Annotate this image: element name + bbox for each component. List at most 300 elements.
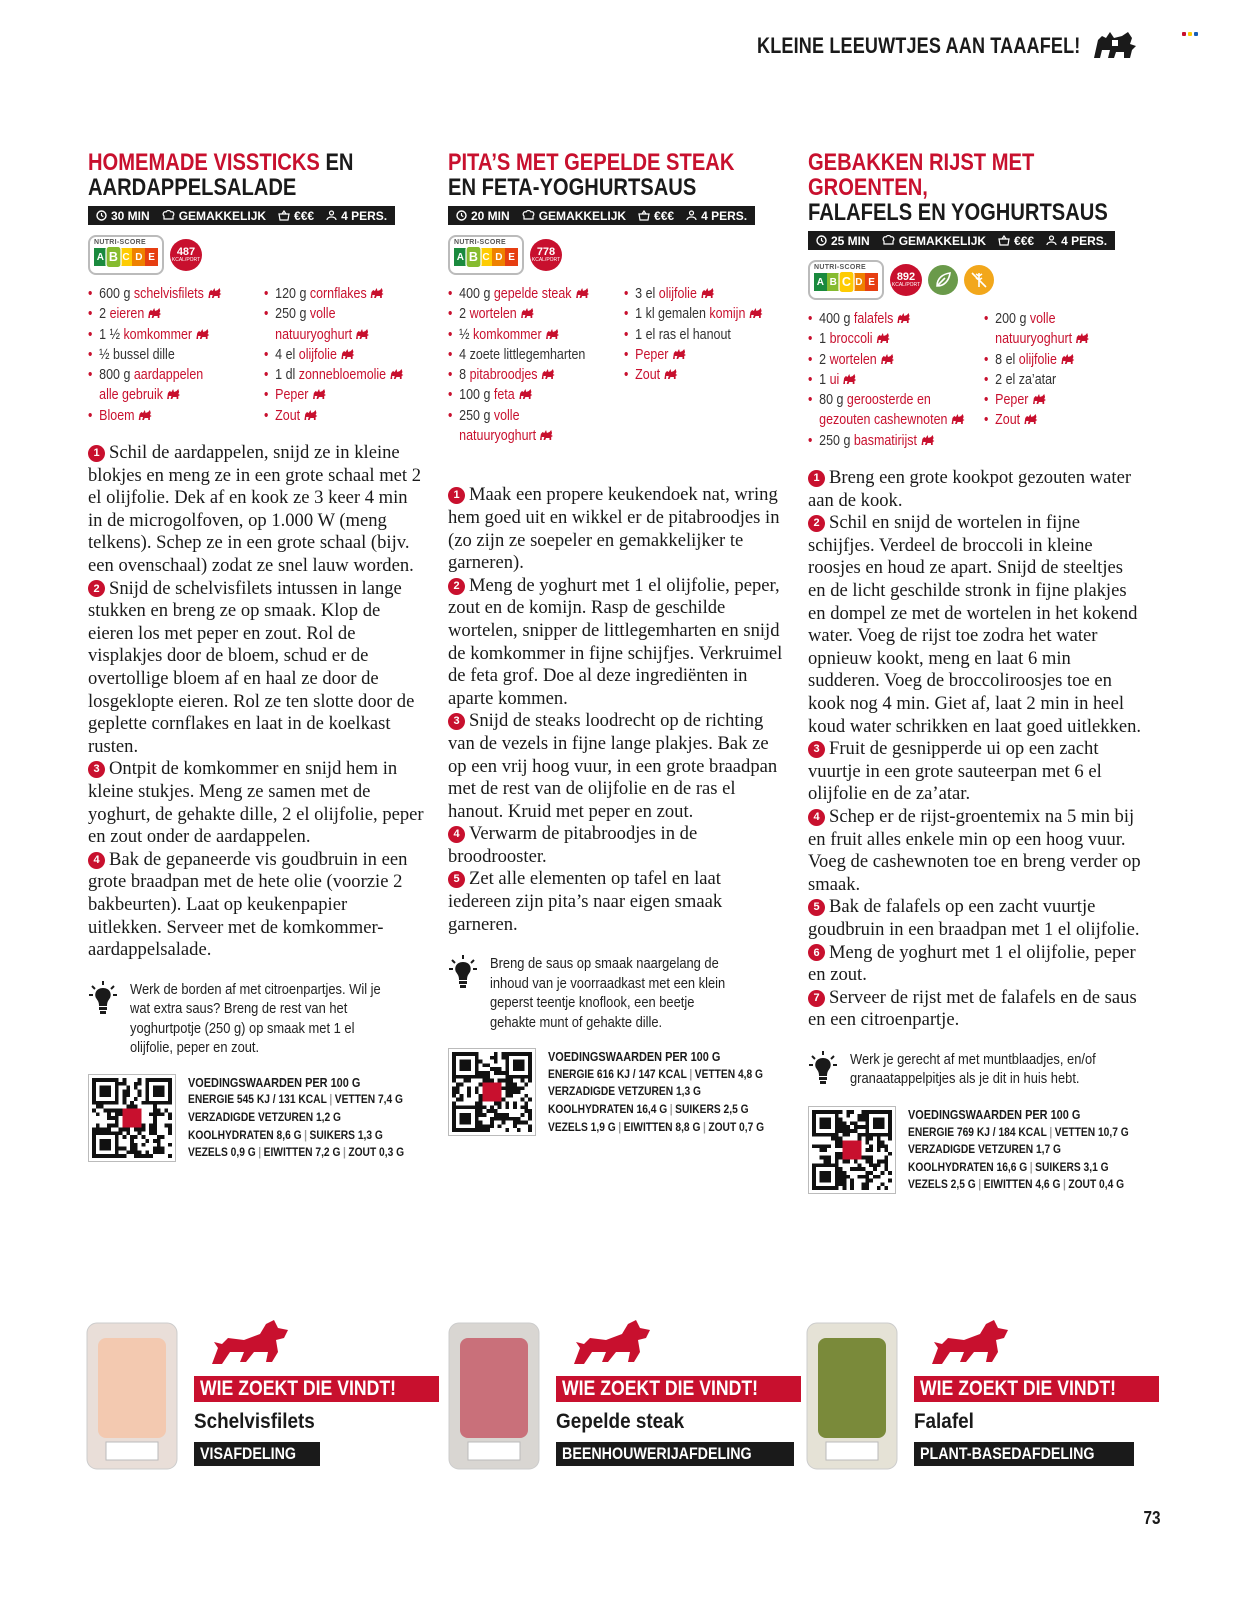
ingredient-name: volle xyxy=(1029,311,1056,327)
nutrition-title: VOEDINGSWAARDEN PER 100 G xyxy=(548,1049,721,1065)
chef-hat-icon xyxy=(162,210,175,221)
lion-icon xyxy=(672,349,687,360)
persons-icon xyxy=(686,210,697,221)
basket-icon xyxy=(638,210,650,221)
lightbulb-icon xyxy=(808,1050,838,1090)
lightbulb-icon xyxy=(88,980,118,1020)
step-text: Fruit de gesnipperde ui op een zacht vuurtje in een grote sauteerpan met 6 el olijfolie en de za’atar. xyxy=(808,738,1102,805)
ingredient-item xyxy=(88,365,260,406)
ingredient-item xyxy=(808,329,980,349)
ingredient-qty: 3 el xyxy=(635,286,656,302)
step-text: Zet alle elementen op tafel en laat iedereen zijn pita’s naar eigen smaak garneren. xyxy=(448,868,723,935)
kcal-badge xyxy=(170,239,202,271)
recipe-tip xyxy=(448,954,784,1032)
recipe-step xyxy=(88,758,424,848)
nutrition-block xyxy=(448,1048,784,1136)
recipe-scores xyxy=(88,234,424,276)
recipe-tip xyxy=(808,1050,1144,1090)
ingredient-qty: ½ xyxy=(459,326,470,343)
ingredient-item xyxy=(984,309,1156,350)
lion-icon xyxy=(1024,414,1039,425)
recipe-persons: 4 PERS. xyxy=(1061,233,1108,248)
ingredient-name: basmatirijst xyxy=(853,432,917,449)
ingredient-item xyxy=(808,370,980,390)
tip-text: Werk je gerecht af met muntblaadjes, en/of granaatappelpitjes als je dit in huis hebt. xyxy=(850,1050,1096,1088)
lion-icon xyxy=(880,354,895,365)
step-number: 1 xyxy=(88,445,105,462)
recipe-step xyxy=(808,942,1144,987)
qr-code[interactable] xyxy=(448,1048,536,1136)
promo-block xyxy=(448,1318,788,1478)
ingredient-name-line2: natuuryoghurt xyxy=(275,326,353,343)
ingredient-item xyxy=(88,304,260,324)
ingredients-list xyxy=(88,284,424,426)
recipe-cost: €€€ xyxy=(654,208,675,223)
nutrition-vezels: VEZELS 0,9 G xyxy=(188,1145,256,1160)
step-number: 4 xyxy=(808,809,825,826)
ingredient-name: komkommer xyxy=(473,326,542,343)
recipe-title-black: EN xyxy=(319,149,354,176)
ingredient-name: olijfolie xyxy=(298,346,337,363)
recipe-steps xyxy=(808,467,1144,1032)
recipe-steps xyxy=(88,442,424,962)
ingredient-qty: 4 el xyxy=(275,346,296,363)
step-text: Schep er de rijst-groentemix na 5 min bij en fruit alles enkele min op een hoog vuur. Voeg de cashewnoten toe en breng verder op smaak. xyxy=(808,805,1141,895)
promo-tagline-text: WIE ZOEKT DIE VINDT! xyxy=(920,1377,1116,1400)
recipe-subtitle: EN FETA-YOGHURTSAUS xyxy=(448,174,697,201)
ingredient-item xyxy=(448,385,620,405)
ingredients-list xyxy=(448,284,784,446)
promo-product-name: Schelvisfilets xyxy=(194,1410,315,1433)
ingredient-name: olijfolie xyxy=(1018,351,1057,368)
recipe-steps xyxy=(448,484,784,936)
kcal-badge xyxy=(530,239,562,271)
ingredient-qty: 1 dl xyxy=(275,367,296,384)
lion-icon xyxy=(920,435,935,446)
nutrition-facts: VOEDINGSWAARDEN PER 100 G ENERGIE 616 KJ / 147 KCAL | VETTEN 4,8 G VERZADIGDE VETZUREN 1,3 G KOOLHYDRATEN 16,4 G | SUIKERS 2,5 G VEZELS 1,9 G | EIWITTEN 8,8 G | ZOUT 0,7 G xyxy=(548,1049,765,1134)
recipe-persons: 4 PERS. xyxy=(341,208,388,223)
recipe-step xyxy=(88,442,424,578)
qr-code[interactable] xyxy=(808,1106,896,1194)
nutrition-zout: ZOUT 0,3 G xyxy=(348,1145,405,1160)
ingredient-qty: 8 xyxy=(459,367,467,384)
lion-icon xyxy=(1076,333,1091,344)
step-number: 3 xyxy=(88,761,105,778)
nutrition-zout: ZOUT 0,4 G xyxy=(1068,1177,1125,1192)
basket-icon xyxy=(278,210,290,221)
ingredient-qty: 2 xyxy=(459,306,467,323)
ingredient-name-line2: natuuryoghurt xyxy=(995,331,1073,348)
recipe-time: 25 MIN xyxy=(831,233,870,248)
promo-department xyxy=(556,1442,794,1466)
lion-icon xyxy=(390,369,405,380)
lion-icon xyxy=(356,329,371,340)
ingredient-name: Peper xyxy=(995,392,1029,409)
kcal-value: 892 xyxy=(896,271,916,283)
product-package-image xyxy=(806,1322,898,1470)
clock-icon xyxy=(456,210,467,221)
recipe-difficulty: GEMAKKELIJK xyxy=(178,208,267,223)
step-number: 1 xyxy=(448,487,465,504)
ingredient-name: Bloem xyxy=(99,407,135,424)
ingredient-qty: 80 g xyxy=(819,392,844,409)
ingredient-item xyxy=(264,284,436,304)
tip-text: Breng de saus op smaak naargelang de inhoud van je voorraadkast met een klein geperst teentje knoflook, een beetje gehakte munt of gehakte dille. xyxy=(490,955,726,1031)
lion-icon xyxy=(138,410,153,421)
nutrition-title: VOEDINGSWAARDEN PER 100 G xyxy=(908,1106,1081,1122)
lion-icon xyxy=(1032,394,1047,405)
ingredient-name: schelvisfilets xyxy=(133,286,204,302)
recipe-subtitle: AARDAPPELSALADE xyxy=(88,174,297,201)
nutri-score-letter: C xyxy=(120,248,133,266)
nutrition-zout: ZOUT 0,7 G xyxy=(708,1119,765,1134)
ingredients-right xyxy=(624,284,792,446)
recipe-step xyxy=(808,512,1144,738)
page-header xyxy=(686,28,1138,64)
nutrition-vetten: VETTEN 4,8 G xyxy=(694,1066,764,1081)
ingredient-name: volle xyxy=(309,306,336,323)
ingredient-qty: 600 g xyxy=(99,286,131,302)
kcal-unit: KCAL/PORT xyxy=(171,257,201,263)
nutrition-eiwitten: EIWITTEN 4,6 G xyxy=(983,1177,1061,1192)
step-number: 4 xyxy=(448,826,465,843)
ingredients-right xyxy=(984,309,1152,451)
step-text: Meng de yoghurt met 1 el olijfolie, peper, zout en de komijn. Rasp de geschilde wortelen, snipper de littlegemharten en snijd de komkommer in fijne schijfjes. Verkruimel de feta grof. Doe al deze ingrediënten in aparte kommen. xyxy=(448,574,783,709)
clock-icon xyxy=(96,210,107,221)
ingredient-name: aardappelen xyxy=(133,367,204,384)
nutrition-energie: ENERGIE 545 KJ / 131 KCAL xyxy=(188,1092,327,1107)
promo-department-text: VISAFDELING xyxy=(200,1444,297,1463)
promo-block xyxy=(86,1318,426,1478)
ingredient-item xyxy=(984,390,1156,410)
recipe-difficulty: GEMAKKELIJK xyxy=(538,208,627,223)
dog-icon xyxy=(924,1318,1014,1374)
nutri-score-letter: E xyxy=(505,248,518,266)
ingredient-name: littlegemharten xyxy=(503,346,586,363)
step-number: 2 xyxy=(808,515,825,532)
recipe-step xyxy=(88,849,424,962)
ingredient-item xyxy=(448,304,620,324)
recipe-scores xyxy=(808,259,1144,301)
recipe-step xyxy=(448,868,784,936)
ingredient-item xyxy=(624,365,796,385)
lion-icon xyxy=(195,329,210,340)
basket-icon xyxy=(998,235,1010,246)
ingredient-name: olijfolie xyxy=(658,286,697,302)
ingredient-qty: 400 g xyxy=(459,286,491,302)
nutrition-facts: VOEDINGSWAARDEN PER 100 G ENERGIE 545 KJ / 131 KCAL | VETTEN 7,4 G VERZADIGDE VETZUREN 1,2 G KOOLHYDRATEN 8,6 G | SUIKERS 1,3 G VEZELS 0,9 G | EIWITTEN 7,2 G | ZOUT 0,3 G xyxy=(188,1074,405,1160)
recipe-column xyxy=(448,150,784,1136)
promo-tagline-text: WIE ZOEKT DIE VINDT! xyxy=(562,1377,758,1400)
ingredient-item xyxy=(984,370,1156,390)
recipe-scores xyxy=(448,234,784,276)
promo-department xyxy=(194,1442,320,1466)
ingredients-left xyxy=(448,284,616,446)
recipe-title xyxy=(448,150,784,200)
ingredients-list xyxy=(808,309,1144,451)
ingredient-qty: 250 g xyxy=(819,432,851,449)
ingredient-item xyxy=(984,350,1156,370)
ingredient-qty: 1 xyxy=(819,331,827,348)
ingredient-name: volle xyxy=(493,407,520,424)
ingredient-qty: 400 g xyxy=(819,311,851,327)
ingredient-item xyxy=(808,309,980,329)
ingredient-item xyxy=(88,284,260,304)
ingredient-item xyxy=(624,284,796,304)
nutri-score-letter: E xyxy=(145,248,158,266)
step-text: Bak de falafels op een zacht vuurtje goudbruin in een braadpan met 1 el olijfolie. xyxy=(808,896,1140,940)
lightbulb-icon xyxy=(448,954,478,994)
nutrition-vezels: VEZELS 1,9 G xyxy=(548,1119,616,1134)
nutri-score-letter: B xyxy=(105,246,121,269)
step-text: Schil de aardappelen, snijd ze in kleine blokjes en meng ze in een grote schaal met 2 el olijfolie. Dek af en kook ze 3 keer 4 min in de microgolfoven, op 1.000 W (meng telkens). Schep ze in een grote schaal (bijv. een ovenschaal) zodat ze snel lauw worden. xyxy=(88,442,422,577)
ingredient-qty: 120 g xyxy=(275,286,307,302)
step-number: 5 xyxy=(448,871,465,888)
ingredient-name: zonnebloemolie xyxy=(298,367,387,384)
nutri-score-letter: B xyxy=(827,273,840,291)
ingredient-name: geroosterde en xyxy=(846,392,931,409)
ingredient-item xyxy=(264,406,436,426)
ingredient-item xyxy=(808,390,980,431)
ingredient-qty: 2 xyxy=(99,306,107,323)
lion-icon xyxy=(207,288,222,299)
ingredient-name-line2: gezouten cashewnoten xyxy=(819,412,948,429)
recipe-column xyxy=(88,150,424,1162)
step-text: Ontpit de komkommer en snijd hem in kleine stukjes. Meng ze samen met de yoghurt, de gehakte dille, 2 el olijfolie, peper en zout onder de aardappelen. xyxy=(88,758,424,848)
ingredient-name-line2: alle gebruik xyxy=(99,387,163,404)
nutrition-verzadigd: VERZADIGDE VETZUREN 1,2 G xyxy=(188,1109,342,1124)
lion-icon xyxy=(148,308,163,319)
page-title: KLEINE LEEUWTJES AAN TAAAFEL! xyxy=(756,33,1080,58)
kcal-unit: KCAL/PORT xyxy=(891,282,921,288)
nutrition-suikers: SUIKERS 3,1 G xyxy=(1035,1159,1109,1174)
ingredient-name: Zout xyxy=(635,367,661,384)
lion-icon xyxy=(664,369,679,380)
promo-block xyxy=(806,1318,1146,1478)
page-number: 73 xyxy=(1143,1508,1161,1528)
step-text: Snijd de schelvisfilets intussen in lange stukken en breng ze op smaak. Klop de eieren los met peper en zout. Rol de visplakjes door de bloem, schud er de overtollige bloem af en haal ze door de losgeklopte eieren. Rol ze ten slotte door de geplette cornflakes en laat in de koelkast rusten. xyxy=(88,577,415,757)
lion-icon xyxy=(876,333,891,344)
promo-department-text: BEENHOUWERIJAFDELING xyxy=(562,1444,752,1463)
ingredient-item xyxy=(88,325,260,345)
promo-product-name: Falafel xyxy=(914,1410,974,1433)
ingredient-qty: 4 zoete xyxy=(459,346,501,363)
lion-icon xyxy=(575,288,590,299)
nutrition-koolhydraten: KOOLHYDRATEN 16,6 G xyxy=(908,1159,1028,1174)
step-text: Meng de yoghurt met 1 el olijfolie, peper en zout. xyxy=(808,941,1136,986)
ingredients-left xyxy=(808,309,976,451)
recipe-meta-bar xyxy=(448,206,755,225)
step-text: Breng een grote kookpot gezouten water aan de kook. xyxy=(808,467,1132,511)
ingredient-qty: 250 g xyxy=(459,407,491,424)
lion-icon xyxy=(843,374,858,385)
nutrition-koolhydraten: KOOLHYDRATEN 16,4 G xyxy=(548,1102,668,1117)
recipe-title xyxy=(808,150,1144,225)
ingredient-qty: 250 g xyxy=(275,306,307,323)
ingredient-item xyxy=(624,304,796,324)
ingredient-name: komkommer xyxy=(123,326,193,343)
ingredient-name: Peper xyxy=(275,387,309,404)
nutri-score-letter: A xyxy=(94,248,107,266)
step-text: Verwarm de pitabroodjes in de broodrooster. xyxy=(448,823,698,867)
kcal-value: 778 xyxy=(536,246,556,258)
nutri-score-letter: A xyxy=(814,273,827,291)
recipe-step xyxy=(808,896,1144,941)
promo-department-text: PLANT-BASEDAFDELING xyxy=(920,1444,1095,1463)
nutrition-suikers: SUIKERS 1,3 G xyxy=(309,1127,383,1142)
ingredient-name: ui xyxy=(829,371,840,388)
ingredient-name: dille xyxy=(152,346,175,363)
promo-tagline xyxy=(194,1376,439,1402)
lion-icon xyxy=(540,430,555,441)
delhaize-lion-logo-icon xyxy=(1092,28,1138,64)
ingredient-item xyxy=(448,345,620,365)
recipe-difficulty: GEMAKKELIJK xyxy=(898,233,987,248)
recipe-meta-bar xyxy=(808,231,1115,250)
nutri-score-badge: NUTRI-SCORE A B C D E xyxy=(448,235,524,275)
ingredient-qty: 2 xyxy=(819,351,827,368)
recipe-time: 20 MIN xyxy=(471,208,510,223)
product-package-image xyxy=(86,1322,178,1470)
dog-icon xyxy=(204,1318,294,1374)
step-number: 2 xyxy=(448,578,465,595)
nutri-score-badge: NUTRI-SCORE A B C D E xyxy=(808,260,884,300)
kcal-unit: KCAL/PORT xyxy=(531,257,561,263)
nutrition-vetten: VETTEN 10,7 G xyxy=(1054,1124,1129,1139)
step-number: 3 xyxy=(808,741,825,758)
ingredient-item xyxy=(264,304,436,345)
nutrition-verzadigd: VERZADIGDE VETZUREN 1,7 G xyxy=(908,1142,1062,1157)
ingredients-left xyxy=(88,284,256,426)
step-number: 6 xyxy=(808,944,825,961)
lion-icon xyxy=(312,389,327,400)
nutrition-suikers: SUIKERS 2,5 G xyxy=(675,1102,749,1117)
ingredient-name: wortelen xyxy=(829,351,877,368)
ingredient-name: ras el hanout xyxy=(658,326,731,343)
lion-icon xyxy=(340,349,355,360)
lion-icon xyxy=(304,410,319,421)
tip-text: Werk de borden af met citroenpartjes. Wil je wat extra saus? Breng de rest van het yoghurtpotje (250 g) op smaak met 1 el olijfolie, peper en zout. xyxy=(130,980,381,1057)
nutri-score-letter: A xyxy=(454,248,467,266)
lion-icon xyxy=(541,369,556,380)
recipe-subtitle: FALAFELS EN YOGHURTSAUS xyxy=(808,199,1108,226)
qr-code[interactable] xyxy=(88,1074,176,1162)
lion-icon xyxy=(749,308,764,319)
recipe-column xyxy=(808,150,1144,1194)
promo-product-name: Gepelde steak xyxy=(556,1410,685,1433)
promo-tagline-text: WIE ZOEKT DIE VINDT! xyxy=(200,1377,396,1400)
ingredient-item xyxy=(808,350,980,370)
ingredient-item xyxy=(448,365,620,385)
ingredient-name: feta xyxy=(493,387,515,404)
ingredient-name: cornflakes xyxy=(309,286,367,302)
lion-icon xyxy=(520,308,535,319)
ingredient-item xyxy=(448,325,620,345)
color-dots xyxy=(1182,32,1198,36)
nutri-score-letter: C xyxy=(838,271,854,294)
nutrition-verzadigd: VERZADIGDE VETZUREN 1,3 G xyxy=(548,1084,702,1099)
step-text: Maak een propere keukendoek nat, wring hem goed uit en wikkel er de pitabroodjes in (zo zijn ze soepeler en gemakkelijker te garneren). xyxy=(448,484,780,574)
nutri-score-letter: D xyxy=(852,273,865,291)
lion-icon xyxy=(700,288,715,299)
ingredient-name: falafels xyxy=(853,311,894,327)
product-package-image xyxy=(448,1322,540,1470)
ingredient-name: Zout xyxy=(995,412,1021,429)
ingredient-name: gepelde steak xyxy=(493,286,572,302)
ingredient-qty: 1 xyxy=(819,371,827,388)
ingredient-item xyxy=(264,385,436,405)
lion-icon xyxy=(897,313,912,324)
ingredient-name: broccoli xyxy=(829,331,873,348)
promo-tagline xyxy=(914,1376,1159,1402)
ingredient-qty: 1 ½ xyxy=(99,326,120,343)
nutrition-eiwitten: EIWITTEN 7,2 G xyxy=(263,1145,341,1160)
ingredient-item xyxy=(808,431,980,451)
recipe-step xyxy=(808,738,1144,806)
lion-icon xyxy=(370,288,385,299)
recipe-tip xyxy=(88,980,424,1058)
lion-icon xyxy=(1060,354,1075,365)
clock-icon xyxy=(816,235,827,246)
nutri-score-badge: NUTRI-SCORE A B C D E xyxy=(88,235,164,275)
recipe-step xyxy=(448,823,784,868)
step-number: 7 xyxy=(808,990,825,1007)
step-text: Bak de gepaneerde vis goudbruin in een grote braadpan met de hete olie (voorzie 2 bakbeurten). Laat op keukenpapier uitlekken. Serveer met de komkommer-aardappelsalade. xyxy=(88,848,408,961)
ingredient-qty: 200 g xyxy=(995,311,1027,327)
recipe-title-red: PITA’S MET GEPELDE STEAK xyxy=(448,149,735,176)
lion-icon xyxy=(545,329,560,340)
recipe-step xyxy=(808,987,1144,1032)
lion-icon xyxy=(951,414,966,425)
step-text: Schil en snijd de wortelen in fijne schijfjes. Verdeel de broccoli in kleine roosjes en houd ze apart. Snijd de steeltjes en de licht geschilde stronk in fijne plakjes en dompel ze met de wortelen in het kokend water. Voeg de rijst toe zodra het water opnieuw kookt, meng en laat 6 min sudderen. Voeg de broccoliroosjes toe en kook nog 4 min. Giet af, laat 2 min in heel koud water schrikken en laat goed uitlekken. xyxy=(808,512,1142,737)
ingredient-qty: 8 el xyxy=(995,351,1016,368)
ingredient-name: Peper xyxy=(635,346,669,363)
kcal-value: 487 xyxy=(176,246,196,258)
ingredient-qty: 1 kl gemalen xyxy=(635,306,706,323)
nutrition-eiwitten: EIWITTEN 8,8 G xyxy=(623,1119,701,1134)
nutrition-block xyxy=(808,1106,1144,1194)
recipe-step xyxy=(808,467,1144,512)
nutrition-energie: ENERGIE 769 KJ / 184 KCAL xyxy=(908,1124,1047,1139)
kcal-badge xyxy=(890,264,922,296)
ingredient-item xyxy=(264,365,436,385)
nutri-score-letter: E xyxy=(865,273,878,291)
recipe-cost: €€€ xyxy=(294,208,315,223)
dog-icon xyxy=(566,1318,656,1374)
recipe-step xyxy=(88,578,424,759)
persons-icon xyxy=(1046,235,1057,246)
ingredient-qty: 800 g xyxy=(99,367,131,384)
step-number: 3 xyxy=(448,713,465,730)
ingredients-right xyxy=(264,284,432,426)
ingredient-name: wortelen xyxy=(469,306,517,323)
persons-icon xyxy=(326,210,337,221)
nutri-score-letter: B xyxy=(465,246,481,269)
ingredient-qty: 2 el xyxy=(995,371,1016,388)
nutrition-facts: VOEDINGSWAARDEN PER 100 G ENERGIE 769 KJ / 184 KCAL | VETTEN 10,7 G VERZADIGDE VETZUREN 1,7 G KOOLHYDRATEN 16,6 G | SUIKERS 3,1 G VEZELS 2,5 G | EIWITTEN 4,6 G | ZOUT 0,4 G xyxy=(908,1106,1129,1192)
nutri-score-letter: D xyxy=(492,248,505,266)
recipe-step xyxy=(448,484,784,574)
nutrition-title: VOEDINGSWAARDEN PER 100 G xyxy=(188,1074,361,1090)
ingredient-qty: ½ bussel xyxy=(99,346,150,363)
nutri-score-letter: C xyxy=(480,248,493,266)
lion-icon xyxy=(518,389,533,400)
nutrition-energie: ENERGIE 616 KJ / 147 KCAL xyxy=(548,1066,687,1081)
ingredient-name-line2: natuuryoghurt xyxy=(459,428,537,445)
vegetarian-leaf-icon xyxy=(928,265,958,295)
recipe-title-red: GEBAKKEN RIJST MET GROENTEN, xyxy=(808,149,1035,201)
recipe-step xyxy=(808,806,1144,896)
